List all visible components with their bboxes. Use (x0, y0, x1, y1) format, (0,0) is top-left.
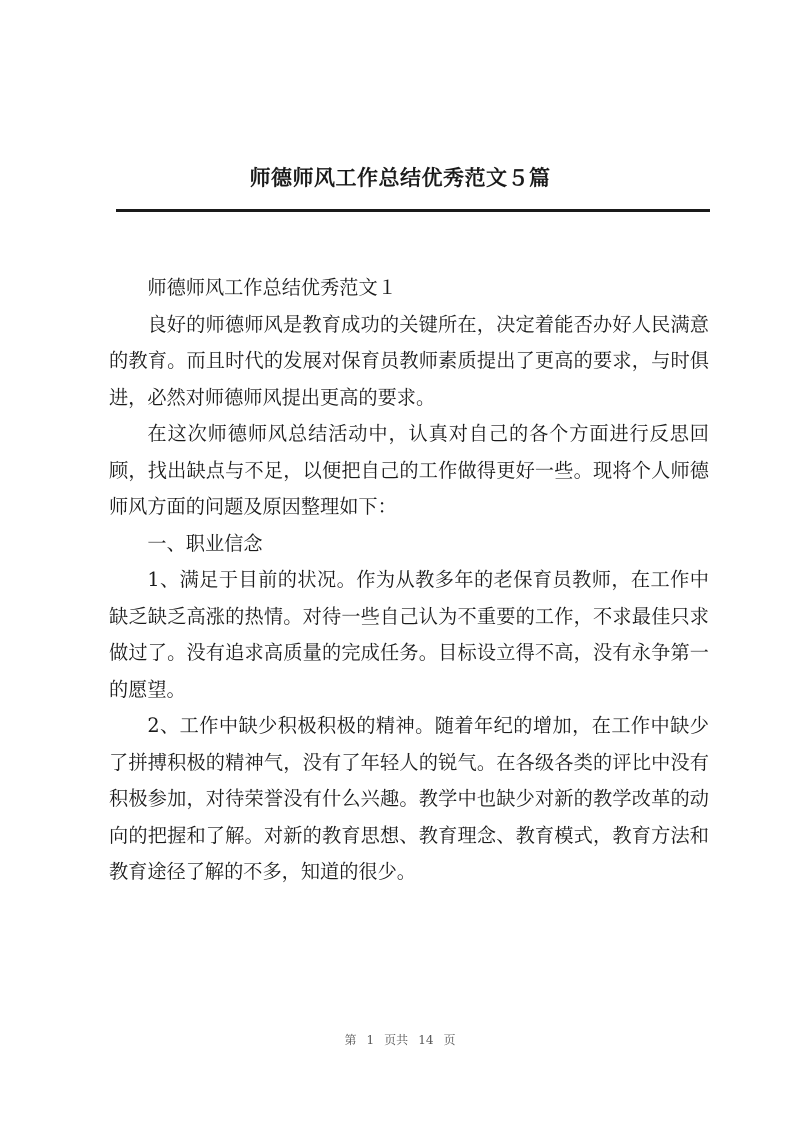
body-paragraph: 在这次师德师风总结活动中，认真对自己的各个方面进行反思回顾，找出缺点与不足，以便把自己的工作做得更好一些。现将个人师德师风方面的问题及原因整理如下： (109, 422, 709, 518)
body-paragraph: 良好的师德师风是教育成功的关键所在，决定着能否办好人民满意的教育。而且时代的发展对保育员教师素质提出了更高的要求，与时俱进，必然对师德师风提出更高的要求。 (109, 312, 709, 409)
page-total: 14 (418, 1033, 434, 1047)
subsection-heading: 一、职业信念 (147, 531, 263, 555)
page-suffix: 页 (443, 1033, 456, 1047)
page-footer (0, 1031, 800, 1049)
title-underline (116, 209, 710, 212)
body-paragraph: 2、工作中缺少积极积极的精神。随着年纪的增加，在工作中缺少了拼搏积极的精神气，没有了年轻人的锐气。在各级各类的评比中没有积极参加，对待荣誉没有什么兴趣。教学中也缺少对新的教学改革的动向的把握和了解。对新的教育思想、教育理念、教育模式，教育方法和教育途径了解的不多，知道的很少。 (109, 714, 709, 883)
page-current: 1 (366, 1033, 375, 1047)
document-body (109, 270, 709, 891)
page-label: 第 (344, 1033, 357, 1047)
page-of: 页共 (384, 1033, 409, 1047)
section-heading: 师德师风工作总结优秀范文１ (147, 276, 397, 299)
body-paragraph: 1、满足于目前的状况。作为从教多年的老保育员教师，在工作中缺乏缺乏高涨的热情。对待一些自己认为不重要的工作，不求最佳只求做过了。没有追求高质量的完成任务。目标设立得不高，没有永争第一的愿望。 (109, 568, 709, 701)
document-title: 师德师风工作总结优秀范文５篇 (249, 165, 551, 190)
